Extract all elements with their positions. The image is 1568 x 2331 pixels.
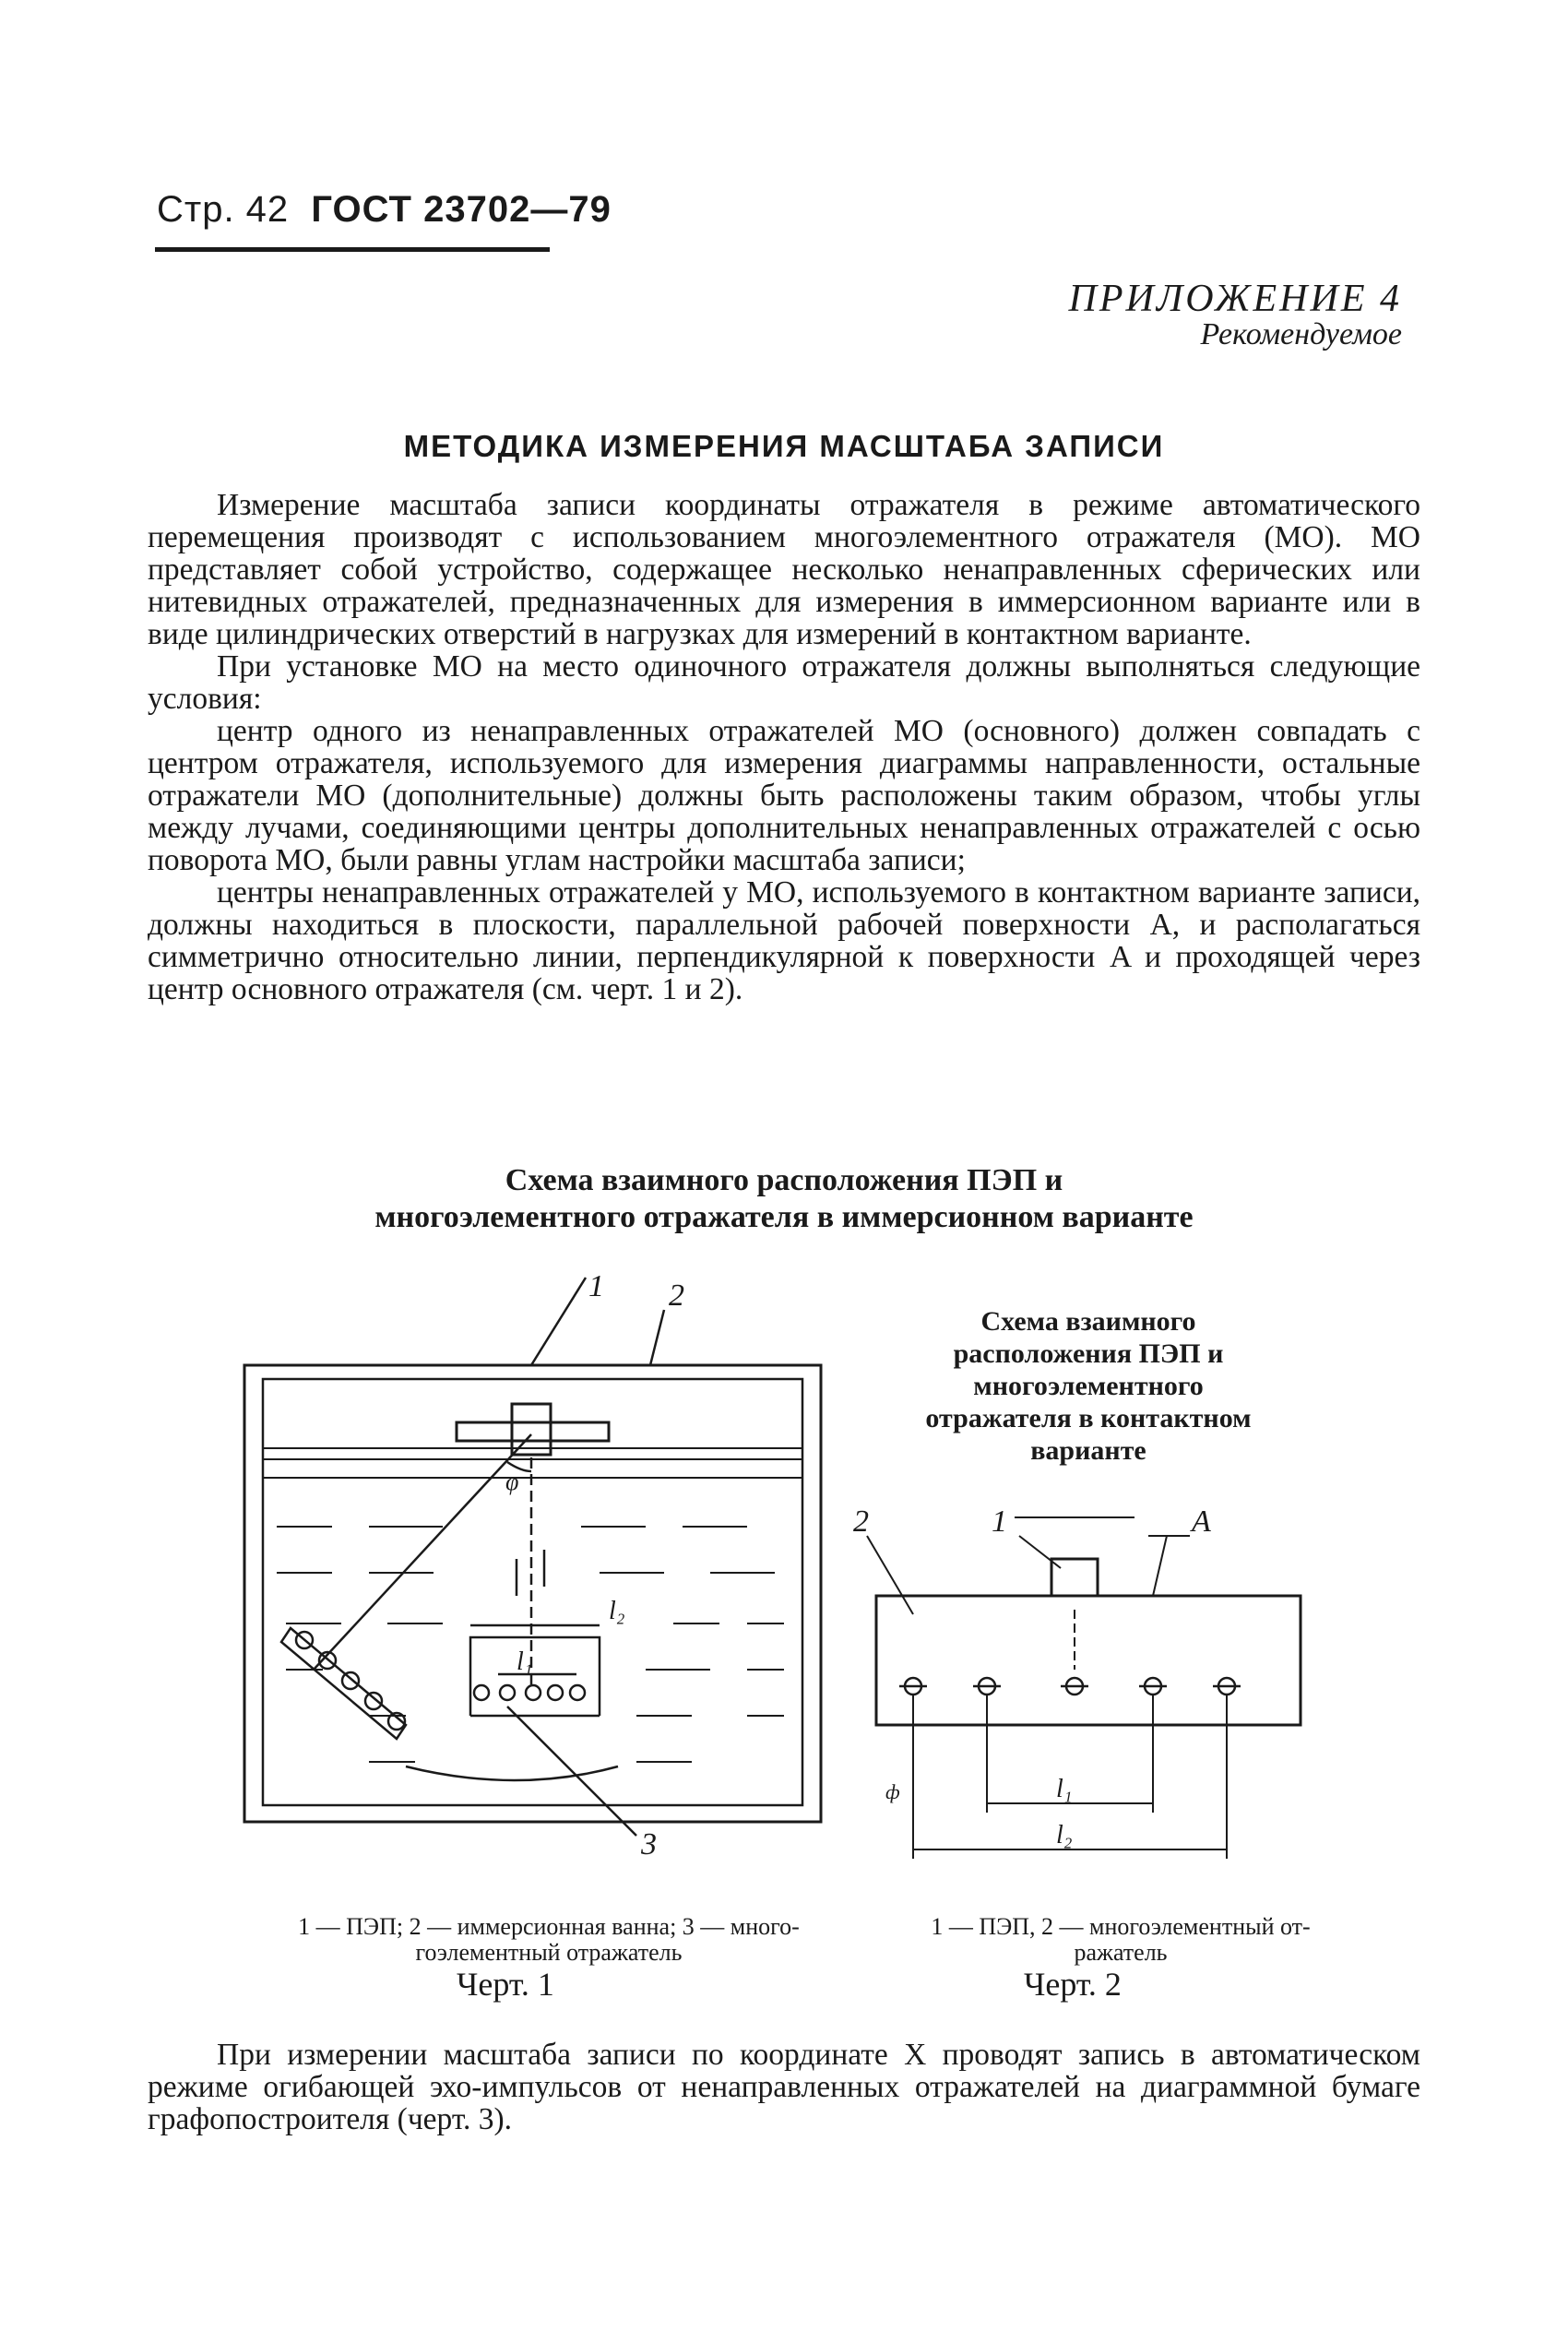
reflector-frame	[470, 1637, 600, 1716]
figure2-title-line: многоэлементного	[973, 1371, 1204, 1401]
paragraph: При установке МО на место одиночного отражателя должны выполняться следующие условия:	[148, 649, 1420, 716]
paragraph: центры ненаправленных отражателей у МО, используемого в контактном варианте записи, должны находиться в плоскости, параллельной рабочей поверхности A, и располагаться симметрично относительно линии, перпендикулярной к поверхности A и проходящей через центр основного отражателя (см. черт. 1 и 2).	[148, 875, 1420, 1006]
label-mark: ф	[885, 1780, 900, 1803]
label-1: 1	[992, 1504, 1007, 1539]
page-number: Стр. 42	[157, 189, 290, 230]
figure1-title	[277, 1162, 1291, 1236]
label-1: 1	[588, 1269, 604, 1303]
label-l1: l₁	[1056, 1775, 1073, 1803]
paragraph: Измерение масштаба записи координаты отражателя в режиме автоматического перемещения производят с использованием многоэлементного отражателя (МО). МО представляет собой устройство, содержащее несколько ненаправленных сферических или нитевидных отражателей, предназначенных для измерения в иммерсионном варианте или в виде цилиндрических отверстий в нагрузках для измерений в контактном варианте.	[148, 488, 1420, 651]
transducer-holder	[457, 1422, 609, 1441]
section-title: МЕТОДИКА ИЗМЕРЕНИЯ МАСШТАБА ЗАПИСИ	[403, 429, 1165, 463]
immersion-tank-inner	[263, 1379, 802, 1805]
immersion-tank-outer	[244, 1365, 821, 1822]
figure1-number: Черт. 1	[457, 1966, 554, 2003]
test-block	[876, 1596, 1301, 1725]
appendix-subtitle: Рекомендуемое	[1200, 317, 1402, 351]
label-2: 2	[853, 1504, 869, 1539]
leader-line-1	[531, 1278, 586, 1365]
label-2: 2	[669, 1278, 684, 1313]
figure2-title-line: Схема взаимного	[980, 1306, 1196, 1337]
label-phi: φ	[505, 1469, 519, 1495]
appendix-label	[1015, 277, 1402, 352]
label-l2: l₂	[609, 1597, 625, 1625]
figure2-number: Черт. 2	[1024, 1966, 1122, 2003]
figure2-title	[849, 1305, 1328, 1467]
appendix-title: ПРИЛОЖЕНИЕ 4	[1068, 278, 1402, 320]
leader-line-1	[1019, 1536, 1061, 1568]
figure2-diagram	[849, 1485, 1328, 1873]
transducer-probe	[512, 1404, 551, 1455]
caption-line: 1 — ПЭП; 2 — иммерсионная ванна; 3 — много-	[298, 1913, 800, 1940]
contact-probe	[1051, 1559, 1098, 1596]
final-text	[148, 2039, 1420, 2135]
leader-line-A	[1153, 1536, 1167, 1596]
caption-line: 1 — ПЭП, 2 — многоэлементный от-	[931, 1913, 1311, 1940]
figure2-title-line: варианте	[1030, 1435, 1146, 1466]
figure1-title-line: Схема взаимного расположения ПЭП и	[505, 1163, 1063, 1197]
page-header	[157, 189, 612, 231]
leader-line-2	[650, 1310, 664, 1365]
figure1-diagram	[231, 1264, 839, 1873]
contact-reflectors	[899, 1678, 1241, 1695]
header-rule	[155, 247, 550, 252]
label-l2: l₂	[1056, 1821, 1073, 1849]
label-l1: l₁	[517, 1647, 533, 1676]
figure2-caption	[862, 1914, 1379, 1966]
label-A: A	[1192, 1504, 1211, 1539]
figure2-title-line: расположения ПЭП и	[953, 1338, 1224, 1369]
figure2-title-line: отражателя в контактном	[925, 1403, 1252, 1433]
standard-number: ГОСТ 23702—79	[311, 189, 612, 230]
figure1-caption	[254, 1914, 844, 1966]
figure1-title-line: многоэлементного отражателя в иммерсионном варианте	[374, 1200, 1194, 1234]
label-3: 3	[641, 1827, 657, 1861]
leader-line-2	[867, 1536, 913, 1614]
caption-line: гоэлементный отражатель	[415, 1939, 683, 1966]
paragraph: При измерении масштаба записи по координате X проводят запись в автоматическом режиме огибающей эхо-импульсов от ненаправленных отражателей на диаграммной бумаге графопостроителя (черт. 3).	[148, 2038, 1420, 2136]
rotation-arc	[406, 1766, 618, 1780]
paragraph: центр одного из ненаправленных отражателей МО (основного) должен совпадать с центром отражателя, используемого для измерения диаграммы направленности, остальные отражатели МО (дополнительные) должны быть расположены таким образом, чтобы углы между лучами, соединяющими центры дополнительных ненаправленных отражателей с осью поворота МО, были равны углам настройки масштаба записи;	[148, 714, 1420, 877]
leader-line-3	[507, 1707, 636, 1836]
beam-line	[314, 1434, 531, 1670]
caption-line: ражатель	[1074, 1939, 1168, 1966]
body-text	[148, 489, 1420, 1005]
